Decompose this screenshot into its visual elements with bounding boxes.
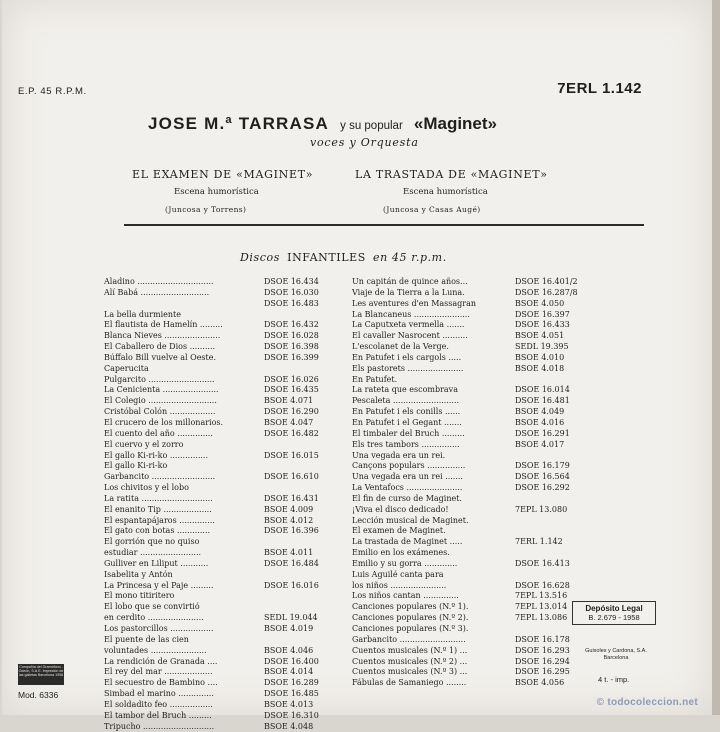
record-code: SEDL 19.395	[515, 342, 569, 352]
record-title: ¡Viva el disco dedicado!	[352, 504, 449, 514]
record-title: El rey del mar ...................	[104, 667, 213, 677]
record-title: Un capitán de quince años...	[352, 277, 468, 286]
record-title: En Patufet i els cargols .....	[352, 352, 462, 362]
record-title: Una vegada era un rei.	[352, 450, 446, 460]
record-code: BSOE 4.012	[264, 515, 314, 525]
record-code: DSOE 16.484	[264, 558, 319, 568]
legal-deposit-title: Depósito Legal	[585, 604, 643, 613]
record-title: La Ventafocs ......................	[352, 483, 463, 493]
record-code: 7EPL 13.516	[515, 591, 568, 601]
record-code: DSOE 16.433	[515, 320, 570, 330]
record-code: DSOE 16.030	[264, 287, 319, 297]
record-title: La bella durmiente	[104, 309, 181, 319]
record-code: DSOE 16.028	[264, 331, 319, 341]
watermark: © todocoleccion.net	[596, 697, 698, 708]
record-code: DSOE 16.435	[264, 385, 319, 395]
record-title: Isabelita y Antón	[104, 569, 173, 579]
brand-name: «Maginet»	[413, 114, 498, 133]
record-code: DSOE 16.015	[264, 450, 319, 460]
record-title: los niños ......................	[352, 580, 447, 590]
record-title: L'escolanet de la Verge.	[352, 342, 449, 352]
record-title: El examen de Maginet.	[352, 526, 446, 536]
record-title: El puente de las cien	[104, 634, 189, 644]
record-title: El espantapájaros ..............	[104, 515, 215, 525]
record-title: La Princesa y el Paje .........	[104, 580, 214, 590]
record-code: DSOE 16.291	[515, 428, 570, 438]
record-title: La rendición de Granada ....	[104, 656, 218, 666]
record-title: El cuento del año ..............	[104, 428, 213, 438]
record-title: El tambor del Bruch .........	[104, 710, 212, 720]
record-title: Canciones populares (N.º 2).	[352, 613, 469, 623]
record-title: en cerdito ......................	[104, 613, 204, 623]
record-title: Pulgarcito ..........................	[104, 374, 215, 384]
record-code: BSOE 4.019	[264, 624, 314, 633]
record-code: BSOE 4.047	[264, 417, 314, 427]
record-code: BSOE 4.071	[264, 396, 314, 406]
record-title: Fábulas de Samaniego ........	[352, 678, 467, 688]
record-title: Lección musical de Maginet.	[352, 515, 469, 525]
side-b-title: LA TRASTADA DE «MAGINET»	[355, 168, 548, 181]
record-title: Garbancito ..........................	[352, 634, 466, 644]
record-code: DSOE 16.026	[264, 374, 319, 384]
record-title: Luis Aguilé canta para	[352, 569, 444, 579]
record-title: estudiar ........................	[104, 548, 202, 558]
record-title: Simbad el marino ..............	[104, 689, 214, 699]
record-title: Garbancito .........................	[104, 472, 216, 482]
record-code: BSOE 4.013	[264, 699, 314, 709]
record-title: Cançons populars ...............	[352, 461, 466, 471]
record-title: Blanca Nieves ......................	[104, 331, 221, 341]
record-title: Los niños cantan ..............	[352, 591, 459, 601]
discs-heading-prefix: Discos	[240, 251, 281, 264]
side-a-info	[132, 168, 313, 181]
record-title: En Patufet i els conills ......	[352, 407, 461, 417]
record-code: DSOE 16.483	[264, 298, 319, 308]
record-code: BSOE 4.050	[515, 298, 565, 308]
record-title: Les aventures d'en Massagran	[352, 298, 477, 308]
printer-credit: Guixoles y Cardona, S.A. Barcelona	[585, 648, 647, 661]
record-title: En Patufet.	[352, 374, 398, 384]
record-code: BSOE 4.014	[264, 667, 314, 677]
record-title: El secuestro de Bambino ....	[104, 678, 218, 688]
record-code: BSOE 4.046	[264, 645, 314, 655]
record-title: La trastada de Maginet .....	[352, 537, 463, 547]
record-title: Caperucita	[104, 363, 149, 373]
record-code: DSOE 16.287/8	[515, 287, 578, 297]
model-number: Mod. 6336	[18, 690, 59, 700]
record-title: Búffalo Bill vuelve al Oeste.	[104, 352, 217, 362]
record-code: BSOE 4.051	[515, 331, 565, 341]
format-label: E.P. 45 R.P.M.	[18, 86, 87, 97]
record-code: DSOE 16.178	[515, 634, 570, 644]
side-b-info	[355, 168, 548, 181]
record-code: DSOE 16.398	[264, 342, 319, 352]
record-title: Els tres tambors ...............	[352, 439, 460, 449]
record-code: SEDL 19.044	[264, 613, 318, 623]
artist-name: JOSE M.ª TARRASA	[148, 114, 330, 133]
record-code: DSOE 16.397	[515, 309, 570, 319]
record-title: Viaje de la Tierra a la Luna.	[352, 287, 465, 297]
record-title: El soldadito feo .................	[104, 699, 213, 709]
record-code: 7EPL 13.014	[515, 602, 568, 612]
record-title: El timbaler del Bruch .........	[352, 428, 465, 438]
record-title: El Colegio ...........................	[104, 396, 217, 406]
record-title: Los chivitos y el lobo	[104, 483, 189, 493]
artist-line	[148, 114, 497, 134]
record-code: BSOE 4.018	[515, 363, 565, 373]
record-title: Cristóbal Colón ..................	[104, 407, 216, 417]
record-title: Canciones populares (N.º 1).	[352, 602, 469, 612]
record-code: DSOE 16.295	[515, 667, 570, 677]
record-title: Los pastorcillos .................	[104, 624, 214, 633]
legal-deposit-box	[572, 601, 656, 625]
record-title: El enanito Tip ...................	[104, 504, 212, 514]
side-a-subtitle: Escena humorística	[174, 187, 259, 197]
record-title: Alí Babá ...........................	[104, 287, 210, 297]
discs-heading	[240, 251, 447, 264]
record-title: Tripucho ............................	[104, 721, 215, 731]
record-code: BSOE 4.049	[515, 407, 565, 417]
record-title: El gallo Ki-ri-ko	[104, 461, 168, 471]
discs-heading-suffix: en 45 r.p.m.	[373, 251, 447, 264]
record-title: Emilio en los exámenes.	[352, 548, 450, 558]
record-code: DSOE 16.413	[515, 558, 570, 568]
voices-line: voces y Orquesta	[310, 136, 419, 149]
record-code: BSOE 4.016	[515, 417, 565, 427]
record-code: DSOE 16.396	[264, 526, 319, 536]
catalog-number: 7ERL 1.142	[557, 80, 642, 97]
record-code: DSOE 16.482	[264, 428, 319, 438]
side-a-authors: (Juncosa y Torrens)	[165, 205, 247, 214]
record-title: La ratita ............................	[104, 493, 213, 503]
side-a-title: EL EXAMEN DE «MAGINET»	[132, 168, 314, 181]
record-code: DSOE 16.289	[264, 678, 319, 688]
divider-rule	[124, 224, 644, 226]
record-code: 7EPL 13.086	[515, 613, 568, 623]
record-code: DSOE 16.014	[515, 385, 570, 395]
print-run: 4 t. - imp.	[598, 675, 630, 684]
record-code: DSOE 16.310	[264, 710, 319, 720]
side-b-subtitle: Escena humorística	[403, 187, 488, 197]
record-title: Canciones populares (N.º 3).	[352, 624, 469, 633]
record-title: Cuentos musicales (N.º 2) ...	[352, 656, 468, 666]
record-title: Gulliver en Liliput ...........	[104, 558, 209, 568]
record-code: DSOE 16.016	[264, 580, 319, 590]
record-code: BSOE 4.011	[264, 548, 314, 558]
record-code: BSOE 4.010	[515, 352, 565, 362]
record-title: La Caputxeta vermella .......	[352, 320, 465, 330]
record-title: El gato con botas .............	[104, 526, 211, 536]
record-title: El crucero de los millonarios.	[104, 417, 224, 427]
record-code: DSOE 16.628	[515, 580, 570, 590]
artist-connector: y su popular	[340, 120, 403, 132]
record-title: El lobo que se convirtió	[104, 602, 200, 612]
record-title: Aladino ..............................	[104, 277, 214, 286]
record-code: DSOE 16.434	[264, 277, 319, 286]
record-code: DSOE 16.294	[515, 656, 570, 666]
record-title: En Patufet i el Gegant .......	[352, 417, 462, 427]
record-code: BSOE 4.009	[264, 504, 314, 514]
record-title: El gorrión que no quiso	[104, 537, 200, 547]
record-code: DSOE 16.564	[515, 472, 570, 482]
record-code: DSOE 16.432	[264, 320, 319, 330]
record-title: El Caballero de Dios ..........	[104, 342, 216, 352]
legal-deposit-number: B. 2.679 - 1958	[588, 613, 640, 622]
record-code: DSOE 16.610	[264, 472, 319, 482]
record-code: DSOE 16.485	[264, 689, 319, 699]
record-code: DSOE 16.290	[264, 407, 319, 417]
record-code: DSOE 16.401/2	[515, 277, 578, 286]
record-code: 7EPL 13.080	[515, 504, 568, 514]
record-code: DSOE 16.399	[264, 352, 319, 362]
record-code: DSOE 16.293	[515, 645, 570, 655]
record-title: El flautista de Hamelín .........	[104, 320, 223, 330]
record-title: voluntades ......................	[104, 645, 207, 655]
record-title: Pescaleta ..........................	[352, 396, 460, 406]
side-b-authors: (Juncosa y Casas Augé)	[383, 205, 481, 214]
record-title: El cavaller Nasrocent ..........	[352, 331, 468, 341]
record-code: BSOE 4.048	[264, 721, 314, 731]
record-title: Emilio y su gorra .............	[352, 558, 458, 568]
record-code: DSOE 16.481	[515, 396, 570, 406]
record-sleeve-back	[2, 0, 712, 731]
record-title: Els pastorets ......................	[352, 363, 464, 373]
record-code: DSOE 16.400	[264, 656, 319, 666]
sleeve-edge	[712, 0, 720, 715]
record-title: El fin de curso de Maginet.	[352, 493, 462, 503]
record-title: Cuentos musicales (N.º 3) ...	[352, 667, 468, 677]
record-title: La rateta que escombrava	[352, 385, 458, 395]
record-code: DSOE 16.179	[515, 461, 570, 471]
record-title: La Blancaneus ......................	[352, 309, 470, 319]
record-title: El mono titiritero	[104, 591, 175, 601]
company-stamp: Compañía del Gramófono - Odeón, S.A.E. Impresión de las galletas Barcelona 1958	[18, 664, 64, 685]
record-code: DSOE 16.292	[515, 483, 570, 493]
record-title: Una vegada era un rei .......	[352, 472, 463, 482]
record-code: BSOE 4.017	[515, 439, 565, 449]
record-title: Cuentos musicales (N.º 1) ...	[352, 645, 468, 655]
record-code: BSOE 4.056	[515, 678, 565, 688]
record-code: 7ERL 1.142	[515, 537, 563, 547]
record-title: La Cenicienta ......................	[104, 385, 219, 395]
discs-heading-label: INFANTILES	[287, 251, 366, 264]
record-title: El gallo Ki-ri-ko ...............	[104, 450, 208, 460]
record-code: DSOE 16.431	[264, 493, 319, 503]
record-title: El cuervo y el zorro	[104, 439, 184, 449]
